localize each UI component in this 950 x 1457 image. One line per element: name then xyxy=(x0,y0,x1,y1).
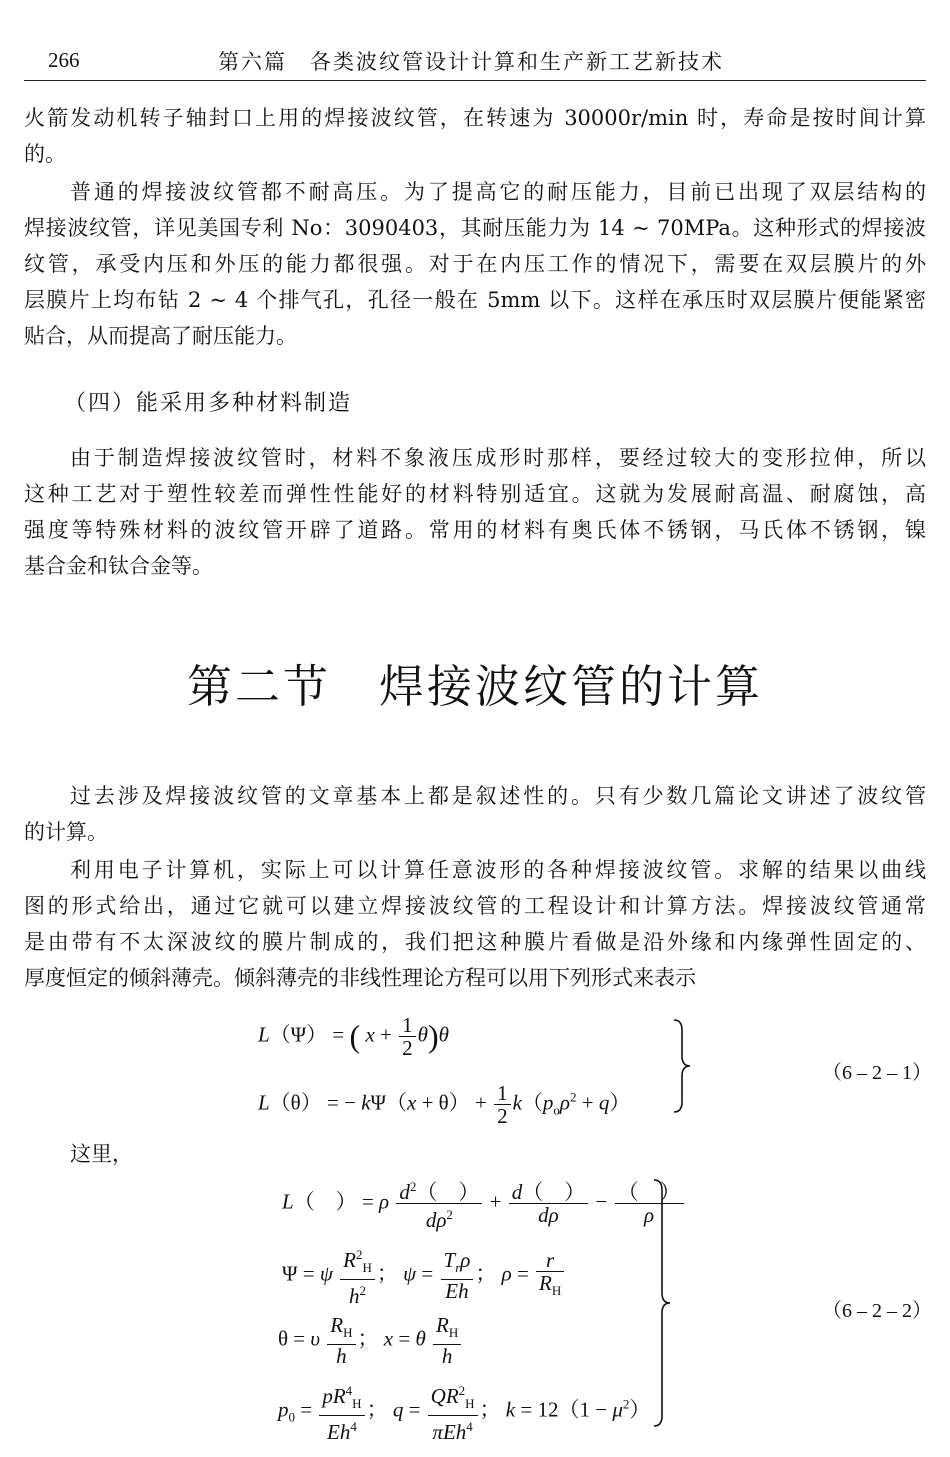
text-line: 基合金和钛合金等。 xyxy=(24,554,213,578)
text-line: 这种工艺对于塑性较差而弹性性能好的材料特别适宜。这就为发展耐高温、耐腐蚀，高 xyxy=(24,482,926,506)
brace-equation-2 xyxy=(650,1178,674,1428)
text-line: 利用电子计算机，实际上可以计算任意波形的各种焊接波纹管。求解的结果以曲线 xyxy=(70,858,926,882)
text-line: 图的形式给出，通过它就可以建立焊接波纹管的工程设计和计算方法。焊接波纹管通常 xyxy=(24,894,926,918)
text-line: 普通的焊接波纹管都不耐高压。为了提高它的耐压能力，目前已出现了双层结构的 xyxy=(70,180,926,204)
paragraph-3 xyxy=(24,440,926,584)
brace-equation-1 xyxy=(670,1018,694,1114)
equation-6-2-1-line-1: L（Ψ） = ( x + $\frac{1}{2}$ θ)θ xyxy=(258,1013,449,1060)
text-line: 的计算。 xyxy=(24,820,108,844)
paragraph-1 xyxy=(24,100,926,172)
equation-6-2-1-line-2: L（θ） = − kΨ（x + θ） + $\frac{1}{2}$ $k(p_o\rho^2 + q)$ xyxy=(258,1081,631,1128)
header-rule xyxy=(24,80,926,81)
page-number: 266 xyxy=(48,48,80,72)
text-line: 是由带有不太深波纹的膜片制成的，我们把这种膜片看做是沿外缘和内缘弹性固定的、 xyxy=(24,930,926,954)
paragraph-4 xyxy=(24,778,926,850)
equation-6-2-2-line-3: θ = υ $\frac{R_H}{h}$ ； x = θ $\frac{R_H}{h}$ xyxy=(278,1314,463,1367)
equation-6-2-2-line-2: Ψ = ψ $\frac{R^2_H}{h^2}$ ； ψ = $\frac{T_r\rho}{Eh}$ ； ρ = $\frac{r}{R_H}$ xyxy=(282,1244,566,1307)
subsection-heading: （四）能采用多种材料制造 xyxy=(64,391,353,416)
equation-number-1: （6 – 2 – 1） xyxy=(822,1062,932,1084)
paragraph-5 xyxy=(24,852,926,996)
section-title: 第二节 焊接波纹管的计算 xyxy=(186,660,763,713)
text-line: 厚度恒定的倾斜薄壳。倾斜薄壳的非线性理论方程可以用下列形式来表示 xyxy=(24,966,696,990)
text-line: 焊接波纹管，详见美国专利 No：3090403，其耐压能力为 14 ~ 70MPa。这种形式的焊接波 xyxy=(24,216,926,240)
paragraph-2 xyxy=(24,174,926,354)
where-label: 这里， xyxy=(70,1142,133,1166)
running-title: 第六篇 各类波纹管设计计算和生产新工艺新技术 xyxy=(218,50,724,74)
equation-number-2: （6 – 2 – 2） xyxy=(822,1300,932,1322)
text-line: 过去涉及焊接波纹管的文章基本上都是叙述性的。只有少数几篇论文讲述了波纹管 xyxy=(70,784,926,808)
text-line: 纹管，承受内压和外压的能力都很强。对于在内压工作的情况下，需要在双层膜片的外 xyxy=(24,252,926,276)
text-line: 贴合，从而提高了耐压能力。 xyxy=(24,324,297,348)
text-line: 火箭发动机转子轴封口上用的焊接波纹管，在转速为 30000r/min 时，寿命是按时间计算 xyxy=(24,106,926,130)
text-line: 由于制造焊接波纹管时，材料不象液压成形时那样，要经过较大的变形拉伸，所以 xyxy=(70,446,926,470)
text-line: 强度等特殊材料的波纹管开辟了道路。常用的材料有奥氏体不锈钢，马氏体不锈钢，镍 xyxy=(24,518,926,542)
equation-6-2-2-line-1: L（ ） = ρ $\frac{d^2( )}{d\rho^2}$ + $\frac{d( )}{d\rho}$ − $\frac{( )}{\rho}$ xyxy=(282,1176,686,1231)
equation-6-2-2-line-4: $p_0$ = $\frac{pR^4_H}{Eh^4}$ ； q = $\frac{QR^2_H}{\pi Eh^4}$ ； $k = 12(1 - \mu^2)$ xyxy=(278,1380,650,1443)
text-line: 的。 xyxy=(24,142,66,166)
text-line: 层膜片上均布钻 2 ~ 4 个排气孔，孔径一般在 5mm 以下。这样在承压时双层膜片便能紧密 xyxy=(24,288,926,312)
